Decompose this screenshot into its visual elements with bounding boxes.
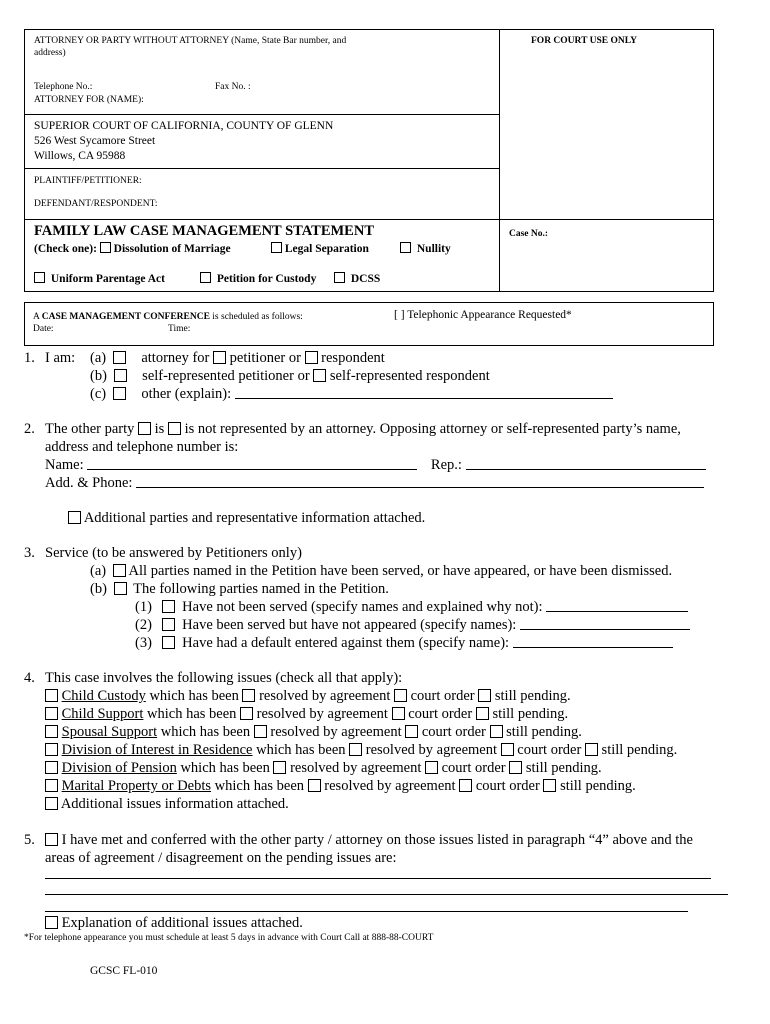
q4-pending-checkbox[interactable] — [490, 725, 503, 738]
q1-self-petitioner-label: self-represented petitioner or — [142, 368, 310, 384]
q4-issue-label: Child Custody — [61, 688, 146, 704]
q4-additional-checkbox[interactable] — [45, 797, 58, 810]
q4-issue-checkbox[interactable] — [45, 779, 58, 792]
q4-resolved-label: resolved by agreement — [270, 724, 402, 740]
q4-additional-row — [45, 796, 289, 813]
q2-line2: address and telephone number is: — [45, 439, 239, 455]
q2-address-line[interactable] — [136, 487, 704, 488]
q1-number: 1. — [24, 350, 35, 366]
q3-1-text: Have not been served (specify names and explained why not): — [182, 599, 543, 615]
q2-address-row — [45, 475, 704, 492]
plaintiff-label[interactable]: PLAINTIFF/PETITIONER: — [34, 176, 142, 186]
q4-pending-checkbox[interactable] — [509, 761, 522, 774]
check-one-row — [34, 242, 231, 255]
upa-option — [34, 272, 165, 285]
q4-resolved-label: resolved by agreement — [259, 688, 391, 704]
q4-pending-checkbox[interactable] — [543, 779, 556, 792]
q1-attorney-for: attorney for — [141, 350, 210, 366]
form-id: GCSC FL-010 — [90, 965, 158, 977]
q1-b-label: (b) — [90, 368, 107, 384]
q5-line2: areas of agreement / disagreement on the pending issues are: — [45, 850, 397, 866]
conference-line — [33, 312, 303, 322]
q4-resolved-label: resolved by agreement — [256, 706, 388, 722]
court-street: 526 West Sycamore Street — [34, 135, 156, 147]
q4-issue-row — [45, 706, 568, 723]
caption-divider-2 — [24, 168, 500, 169]
legal-separation-option — [271, 242, 369, 255]
q3-2-text: Have been served but have not appeared (specify names): — [182, 617, 517, 633]
q5-explanation-row — [45, 915, 303, 932]
dissolution-label: Dissolution of Marriage — [113, 243, 231, 255]
q3-lead: Service (to be answered by Petitioners only) — [45, 545, 302, 561]
q1-b-row — [90, 368, 490, 385]
q3-a-row — [90, 563, 672, 580]
q4-pending-checkbox[interactable] — [478, 689, 491, 702]
q4-court-order-label: court order — [408, 706, 473, 722]
q4-pending-checkbox[interactable] — [585, 743, 598, 756]
q3-number: 3. — [24, 545, 35, 561]
q2-is-not-checkbox[interactable] — [168, 422, 181, 435]
q4-court-order-label: court order — [475, 778, 540, 794]
q4-resolved-checkbox[interactable] — [240, 707, 253, 720]
legal-separation-label: Legal Separation — [284, 243, 369, 255]
q4-number: 4. — [24, 670, 35, 686]
check-one-label: (Check one): — [34, 243, 97, 255]
q2-rep-label: Rep.: — [430, 457, 462, 473]
q4-issue-row — [45, 688, 571, 705]
conference-date-label[interactable]: Date: — [33, 324, 54, 334]
q4-resolved-label: resolved by agreement — [324, 778, 456, 794]
q4-which-label: which has been — [256, 742, 346, 758]
attorney-for-label[interactable]: ATTORNEY FOR (NAME): — [34, 95, 144, 105]
telephonic-appearance[interactable]: [ ] Telephonic Appearance Requested* — [394, 309, 572, 321]
q4-issue-label: Marital Property or Debts — [61, 778, 212, 794]
q4-resolved-checkbox[interactable] — [242, 689, 255, 702]
q4-resolved-label: resolved by agreement — [365, 742, 498, 758]
q3-b-text: The following parties named in the Petition. — [133, 581, 389, 597]
attorney-label-2: address) — [34, 48, 66, 58]
q4-pending-label: still pending. — [601, 742, 678, 758]
q3-3-line[interactable] — [513, 647, 673, 648]
q4-court-order-checkbox[interactable] — [405, 725, 418, 738]
q1-b-checkbox[interactable] — [114, 369, 127, 382]
custody-option — [200, 272, 316, 285]
q1-c-row — [90, 386, 613, 403]
telephone-label[interactable]: Telephone No.: — [34, 82, 93, 92]
q3-b-checkbox[interactable] — [114, 582, 127, 595]
q3-2-line[interactable] — [520, 629, 690, 630]
q2-name-line[interactable] — [87, 469, 417, 470]
q4-issue-row — [45, 724, 582, 741]
q1-self-respondent-label: self-represented respondent — [329, 368, 490, 384]
q4-which-label: which has been — [160, 724, 251, 740]
q5-text: I have met and conferred with the other party / attorney on those issues listed in paragraph “4” above and the — [61, 832, 693, 848]
court-city: Willows, CA 95988 — [34, 150, 126, 162]
q4-issue-row — [45, 760, 602, 777]
dissolution-checkbox[interactable] — [100, 242, 111, 253]
q4-court-order-label: court order — [421, 724, 486, 740]
q2-name-row — [45, 457, 706, 474]
nullity-checkbox[interactable] — [400, 242, 411, 253]
q2-name-label: Name: — [45, 457, 84, 473]
court-name: SUPERIOR COURT OF CALIFORNIA, COUNTY OF GLENN — [34, 120, 334, 132]
q4-which-label: which has been — [147, 706, 237, 722]
q2-rest: is not represented by an attorney. Opposing attorney or self-represented party’s name, — [184, 421, 681, 437]
q4-which-label: which has been — [180, 760, 270, 776]
telephone-footnote: *For telephone appearance you must schedule at least 5 days in advance with Court Call at 888-88-COURT — [24, 933, 434, 943]
q4-court-order-label: court order — [441, 760, 506, 776]
dcss-option — [334, 272, 380, 285]
caption-divider-1 — [24, 114, 500, 115]
q1-a-row — [90, 350, 385, 367]
q4-issue-checkbox[interactable] — [45, 761, 58, 774]
q2-additional-label: Additional parties and representative information attached. — [83, 510, 426, 526]
q3-1-line[interactable] — [546, 611, 688, 612]
q4-issue-row — [45, 778, 636, 795]
q3-a-label: (a) — [90, 563, 107, 579]
q4-resolved-label: resolved by agreement — [290, 760, 422, 776]
q4-issue-label: Division of Pension — [61, 760, 177, 776]
form-title: FAMILY LAW CASE MANAGEMENT STATEMENT — [34, 223, 374, 239]
legal-separation-checkbox[interactable] — [271, 242, 282, 253]
q4-issue-label: Spousal Support — [61, 724, 158, 740]
nullity-option — [400, 242, 451, 255]
q4-pending-label: still pending. — [525, 760, 602, 776]
court-use-label: FOR COURT USE ONLY — [531, 36, 638, 46]
q3-3-label: (3) — [135, 635, 152, 651]
q2-additional-row — [68, 510, 425, 527]
defendant-label[interactable]: DEFENDANT/RESPONDENT: — [34, 199, 158, 209]
q5-explanation-label: Explanation of additional issues attached. — [61, 915, 303, 931]
q4-pending-label: still pending. — [492, 706, 569, 722]
q5-answer-line-2[interactable] — [45, 894, 728, 895]
attorney-label: ATTORNEY OR PARTY WITHOUT ATTORNEY (Name, State Bar number, and — [34, 36, 347, 46]
q3-1-row — [135, 599, 688, 616]
q2-address-label: Add. & Phone: — [45, 475, 133, 491]
q3-a-checkbox[interactable] — [113, 564, 126, 577]
q5-explanation-checkbox[interactable] — [45, 916, 58, 929]
q3-2-row — [135, 617, 690, 634]
q1-petitioner-label: petitioner or — [229, 350, 301, 366]
dcss-label: DCSS — [350, 273, 381, 285]
q3-3-checkbox[interactable] — [162, 636, 175, 649]
q4-pending-label: still pending. — [506, 724, 582, 740]
custody-label: Petition for Custody — [216, 273, 317, 285]
q1-c-checkbox[interactable] — [113, 387, 126, 400]
q2-number: 2. — [24, 421, 35, 437]
q1-petitioner-checkbox[interactable] — [213, 351, 226, 364]
upa-checkbox[interactable] — [34, 272, 45, 283]
q3-b-row — [90, 581, 389, 598]
q2-is-label: is — [154, 421, 165, 437]
q4-court-order-checkbox[interactable] — [394, 689, 407, 702]
q4-resolved-checkbox[interactable] — [273, 761, 286, 774]
q3-a-text: All parties named in the Petition have been served, or have appeared, or have been dismissed. — [128, 563, 673, 579]
q4-court-order-checkbox[interactable] — [501, 743, 514, 756]
q5-answer-line-1[interactable] — [45, 878, 711, 879]
q4-issue-checkbox[interactable] — [45, 689, 58, 702]
q4-pending-label: still pending. — [494, 688, 571, 704]
q1-self-respondent-checkbox[interactable] — [313, 369, 326, 382]
q4-issue-checkbox[interactable] — [45, 707, 58, 720]
q4-court-order-checkbox[interactable] — [392, 707, 405, 720]
q2-lead: The other party — [45, 421, 135, 437]
q1-other-label: other (explain): — [141, 386, 232, 402]
q2-rep-line[interactable] — [466, 469, 706, 470]
q4-court-order-label: court order — [517, 742, 582, 758]
q4-resolved-checkbox[interactable] — [308, 779, 321, 792]
caption-divider-vertical — [499, 29, 500, 292]
q4-additional-label: Additional issues information attached. — [60, 796, 289, 812]
q3-3-row — [135, 635, 673, 652]
q4-issue-label: Division of Interest in Residence — [61, 742, 253, 758]
q4-court-order-checkbox[interactable] — [425, 761, 438, 774]
q4-lead: This case involves the following issues (check all that apply): — [45, 670, 403, 686]
q1-lead: I am: — [45, 350, 76, 366]
fax-label[interactable]: Fax No. : — [215, 82, 251, 92]
q1-a-label: (a) — [90, 350, 107, 366]
case-no-label[interactable]: Case No.: — [509, 229, 549, 239]
custody-checkbox[interactable] — [200, 272, 211, 283]
upa-label: Uniform Parentage Act — [50, 273, 165, 285]
q3-1-label: (1) — [135, 599, 152, 615]
caption-divider-3 — [24, 219, 714, 220]
q5-checkbox[interactable] — [45, 833, 58, 846]
q1-respondent-checkbox[interactable] — [305, 351, 318, 364]
q4-court-order-checkbox[interactable] — [459, 779, 472, 792]
q2-line1 — [45, 421, 681, 438]
q4-issue-label: Child Support — [61, 706, 144, 722]
q3-2-label: (2) — [135, 617, 152, 633]
q2-is-checkbox[interactable] — [138, 422, 151, 435]
q3-3-text: Have had a default entered against them (specify name): — [182, 635, 510, 651]
q1-a-checkbox[interactable] — [113, 351, 126, 364]
q4-resolved-checkbox[interactable] — [254, 725, 267, 738]
conference-time-label[interactable]: Time: — [168, 324, 191, 334]
q4-issue-row — [45, 742, 677, 759]
q4-pending-checkbox[interactable] — [476, 707, 489, 720]
q1-c-label: (c) — [90, 386, 107, 402]
conference-box — [24, 302, 714, 346]
q4-which-label: which has been — [214, 778, 305, 794]
conference-suffix: is scheduled as follows: — [212, 312, 303, 322]
q4-which-label: which has been — [149, 688, 239, 704]
q5-number: 5. — [24, 832, 35, 848]
q3-2-checkbox[interactable] — [162, 618, 175, 631]
q5-answer-line-3[interactable] — [45, 911, 688, 912]
dcss-checkbox[interactable] — [334, 272, 345, 283]
q2-additional-checkbox[interactable] — [68, 511, 81, 524]
q4-resolved-checkbox[interactable] — [349, 743, 362, 756]
q5-line1 — [45, 832, 693, 849]
q4-pending-label: still pending. — [560, 778, 636, 794]
conference-prefix: A — [33, 312, 40, 322]
q1-respondent-label: respondent — [321, 350, 385, 366]
q4-court-order-label: court order — [410, 688, 475, 704]
q3-b-label: (b) — [90, 581, 107, 597]
q1-other-line[interactable] — [235, 398, 613, 399]
q4-issue-checkbox[interactable] — [45, 725, 58, 738]
nullity-label: Nullity — [416, 243, 451, 255]
conference-bold: CASE MANAGEMENT CONFERENCE — [41, 312, 210, 322]
q4-issue-checkbox[interactable] — [45, 743, 58, 756]
q3-1-checkbox[interactable] — [162, 600, 175, 613]
